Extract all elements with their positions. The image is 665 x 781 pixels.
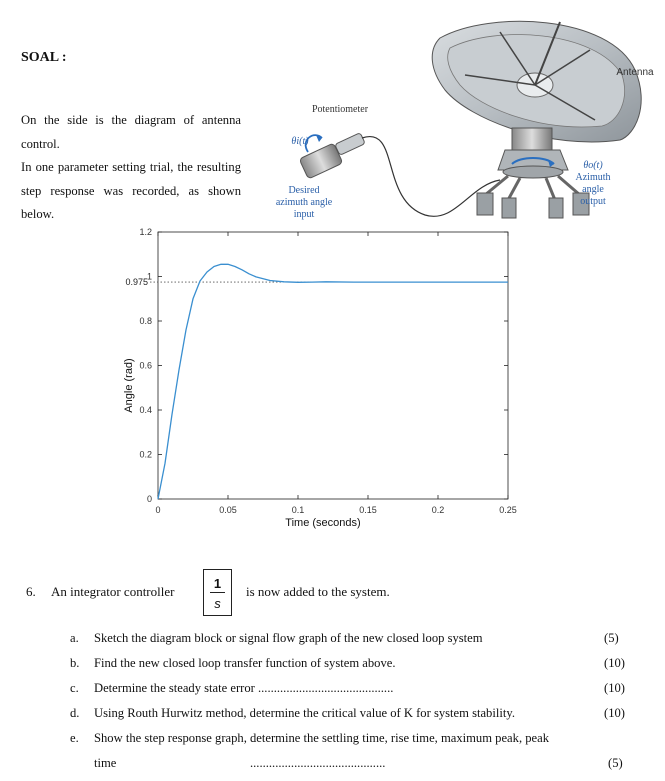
item-e-marks: (5) [608, 756, 623, 770]
y-tick-label: 1 [146, 271, 152, 282]
section-title: SOAL : [21, 50, 67, 65]
question-tail-text: is now added to the system. [246, 584, 390, 599]
output-label-line-2: angle [582, 184, 604, 195]
item-b-marks: (10) [604, 656, 625, 670]
question-lead-text: An integrator controller [51, 584, 175, 599]
item-text: Show the step response graph, determine the settling time, rise time, maximum peak, peak [94, 731, 550, 745]
y-tick-label: 0.4 [139, 405, 152, 415]
item-c-marks: (10) [604, 681, 625, 695]
output-angle-symbol: θo(t) [583, 160, 603, 171]
question-6-lead [26, 584, 174, 600]
controller-numerator: 1 [213, 576, 222, 591]
y-tick-label: 1.2 [139, 227, 152, 237]
y-tick-label: 0.8 [139, 316, 152, 326]
item-letter: b. [70, 656, 80, 670]
item-text: Determine the steady state error ........................................... [94, 681, 394, 695]
fraction-bar [210, 592, 225, 593]
y-tick-label: 0.2 [139, 449, 152, 460]
input-angle-label [264, 185, 344, 221]
x-tick-label: 0.05 [219, 505, 237, 515]
y-axis-label: Angle (rad) [123, 358, 135, 413]
input-label-line-3: input [293, 209, 315, 220]
item-letter: a. [70, 631, 79, 645]
step-response-plot [95, 222, 525, 542]
item-letter: e. [70, 731, 79, 745]
input-angle-symbol: θi(t) [291, 136, 309, 147]
reference-label: 0.975 [125, 277, 148, 288]
input-label-line-2: azimuth angle [275, 197, 333, 208]
item-letter: c. [70, 681, 79, 695]
x-axis-label: Time (seconds) [285, 517, 361, 529]
output-label-line-3: output [580, 196, 606, 207]
y-tick-label: 0.6 [139, 360, 152, 371]
x-tick-label: 0.2 [431, 505, 445, 515]
x-tick-label: 0.1 [291, 505, 305, 515]
x-tick-label: 0.25 [499, 505, 517, 515]
answer-dots: ........................................... [250, 756, 386, 770]
antenna-label: Antenna [616, 67, 654, 78]
y-tick-label: 0 [146, 494, 152, 504]
item-a-marks: (5) [604, 631, 619, 645]
x-tick-label: 0.15 [359, 505, 377, 515]
question-number: 6. [26, 584, 36, 599]
intro-line-1: On the side is the diagram of antenna control. [21, 113, 241, 151]
step-response-chart [95, 222, 525, 542]
intro-paragraph [21, 109, 241, 227]
plot-area [158, 232, 508, 499]
item-text: Sketch the diagram block or signal flow graph of the new closed loop system [94, 631, 483, 645]
item-text: Find the new closed loop transfer function of system above. [94, 656, 396, 670]
output-angle-label [562, 172, 624, 208]
intro-line-2: In one parameter setting trial, the resulting step response was recorded, as shown below. [21, 160, 241, 221]
antenna-diagram [250, 10, 665, 232]
x-tick-label: 0 [155, 505, 161, 515]
controller-transfer-box [203, 569, 232, 616]
item-letter: d. [70, 706, 80, 720]
item-text: Using Routh Hurwitz method, determine the critical value of K for system stability. [94, 706, 515, 720]
item-d-marks: (10) [604, 706, 625, 720]
controller-denominator: s [214, 596, 221, 611]
potentiometer-label: Potentiometer [311, 104, 369, 115]
input-label-line-1: Desired [288, 185, 320, 196]
dish-icon [432, 21, 641, 142]
output-label-line-1: Azimuth [575, 172, 611, 183]
item-e-continuation: time [94, 756, 117, 770]
